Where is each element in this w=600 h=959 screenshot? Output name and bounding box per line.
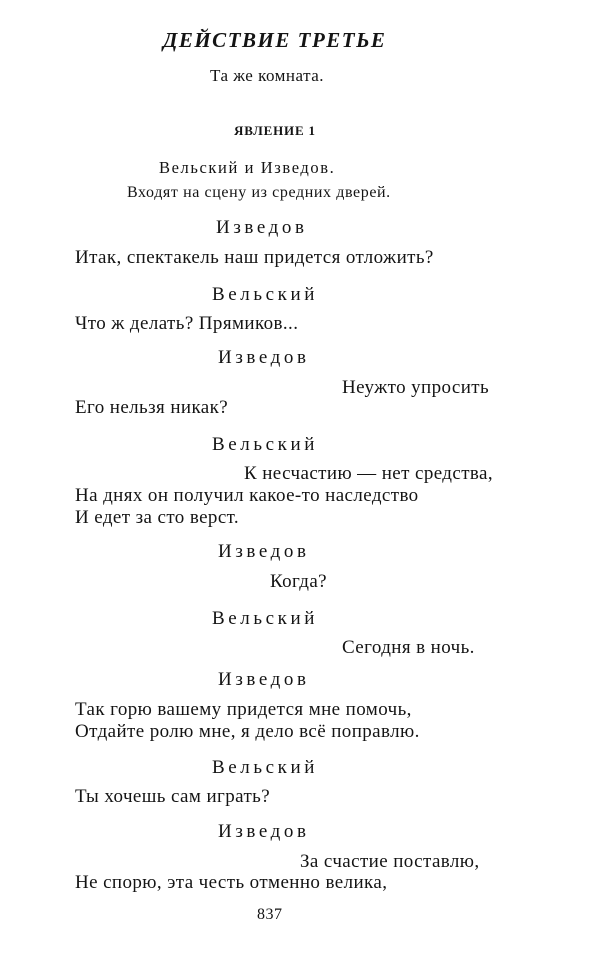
scene-characters: Вельский и Изведов.: [159, 158, 336, 177]
verse-line: И едет за сто верст.: [75, 507, 240, 528]
verse-line: Итак, спектакель наш придется отложить?: [75, 247, 434, 268]
speaker-name: Вельский: [212, 434, 319, 455]
speaker-name: Изведов: [216, 217, 308, 238]
verse-line: За счастие поставлю,: [300, 851, 480, 872]
verse-line: Когда?: [270, 571, 328, 592]
verse-line: Отдайте ролю мне, я дело всё поправлю.: [75, 721, 420, 742]
speaker-name: Изведов: [218, 347, 310, 368]
setting-note: Та же комната.: [210, 66, 325, 85]
scene-title: ЯВЛЕНИЕ 1: [234, 123, 316, 138]
verse-line: Что ж делать? Прямиков...: [75, 313, 299, 334]
verse-line: Ты хочешь сам играть?: [75, 786, 271, 807]
speaker-name: Изведов: [218, 821, 310, 842]
verse-line: Не спорю, эта честь отменно велика,: [75, 872, 388, 893]
speaker-name: Изведов: [218, 669, 310, 690]
verse-line: К несчастию — нет средства,: [244, 463, 494, 484]
verse-line: Неужто упросить: [342, 377, 490, 398]
verse-line: На днях он получил какое-то наследство: [75, 485, 419, 506]
speaker-name: Изведов: [218, 541, 310, 562]
stage-direction: Входят на сцену из средних дверей.: [127, 184, 391, 201]
speaker-name: Вельский: [212, 608, 319, 629]
act-title: ДЕЙСТВИЕ ТРЕТЬЕ: [163, 28, 387, 52]
speaker-name: Вельский: [212, 757, 319, 778]
verse-line: Так горю вашему придется мне помочь,: [75, 699, 412, 720]
speaker-name: Вельский: [212, 284, 319, 305]
verse-line: Его нельзя никак?: [75, 397, 229, 418]
page-number: 837: [257, 906, 283, 923]
verse-line: Сегодня в ночь.: [342, 637, 475, 658]
